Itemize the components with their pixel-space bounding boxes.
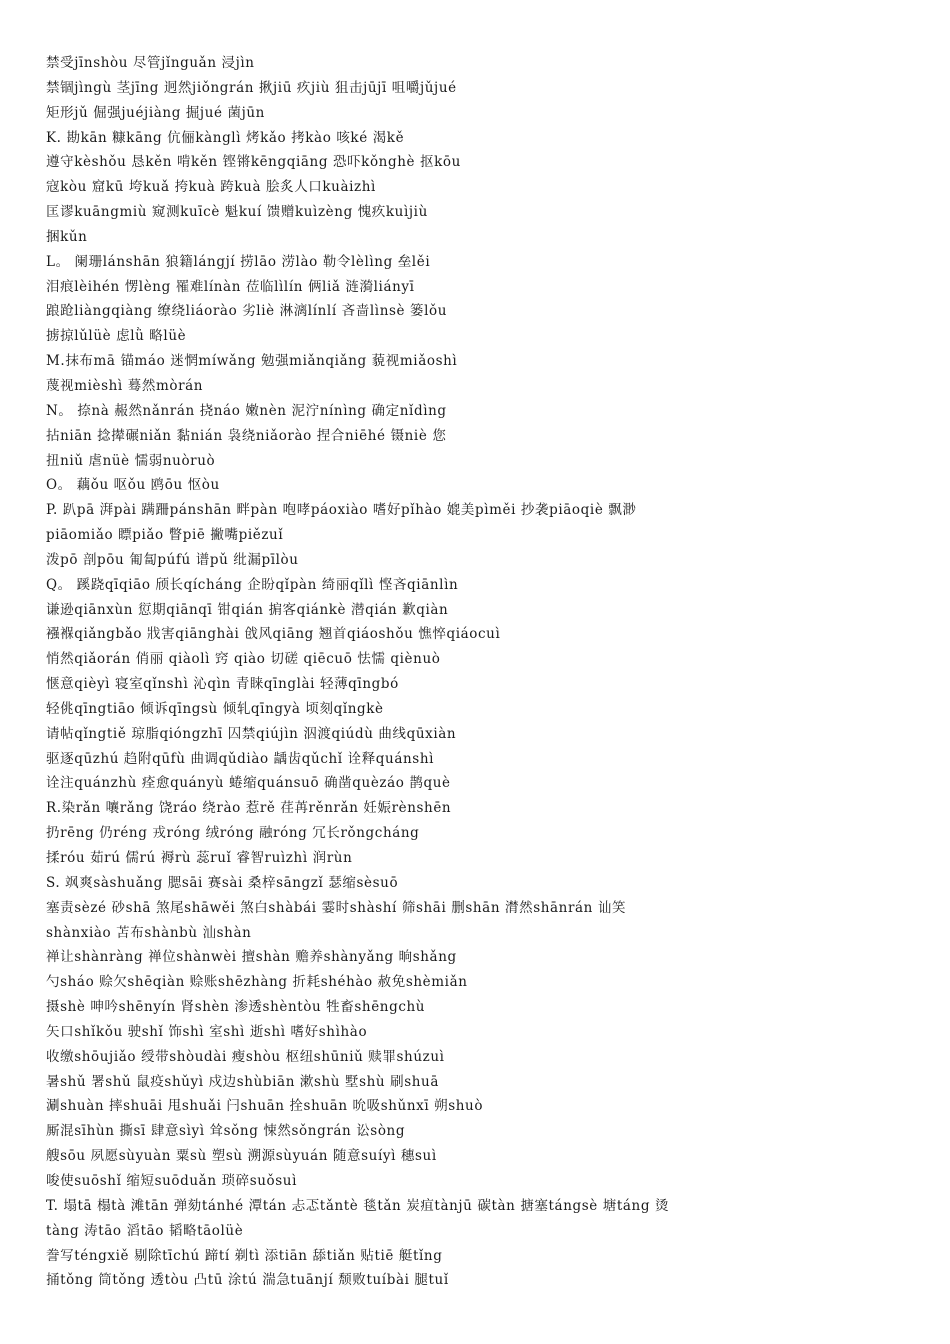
text-line: 惬意qièyì 寝室qǐnshì 沁qìn 青睐qīnglài 轻薄qīngbó (46, 676, 399, 693)
text-line: 拈niān 捻撵碾niǎn 黏nián 袅绕niǎorào 捏合niēhé 镊niè 您 (46, 427, 447, 444)
text-line: 谦逊qiānxùn 愆期qiānqī 钳qián 掮客qiánkè 潜qián 歉qiàn (46, 601, 449, 618)
text-line: O。 藕ǒu 呕ǒu 鸥ōu 怄òu (46, 477, 220, 494)
text-line: 驱逐qūzhú 趋附qūfù 曲调qǔdiào 龋齿qǔchǐ 诠释quánshì (46, 750, 435, 767)
text-line: 揉róu 茹rú 儒rú 褥rù 蕊ruǐ 睿智ruìzhì 润rùn (46, 850, 353, 866)
text-line: P. 趴pā 湃pài 蹒跚pánshān 畔pàn 咆哮páoxiào 嗜好pǐhào 媲美pìměi 抄袭piāoqiè 飘渺 (46, 502, 637, 519)
text-line: 寇kòu 窟kū 垮kuǎ 挎kuà 跨kuà 脍炙人口kuàizhì (46, 179, 376, 196)
text-line: 扭niǔ 虐nüè 懦弱nuòruò (46, 452, 216, 469)
text-line: R.染rǎn 嚷rǎng 饶ráo 绕rào 惹rě 荏苒rěnrǎn 妊娠rènshēn (46, 800, 452, 817)
text-line: 悄然qiǎorán 俏丽 qiàolì 窍 qiào 切磋 qiēcuō 怯懦 qiènuò (46, 651, 441, 668)
text-line: 涮shuàn 摔shuāi 甩shuǎi 闩shuān 拴shuān 吮吸shǔnxī 朔shuò (46, 1098, 484, 1115)
text-line: 请帖qǐngtiě 琼脂qióngzhī 囚禁qiújìn 泅渡qiúdù 曲线qūxiàn (46, 725, 457, 742)
text-line: 矢口shǐkǒu 驶shǐ 饰shì 室shì 逝shì 嗜好shìhào (46, 1023, 368, 1040)
text-line: 誊写téngxiě 剔除tīchú 蹄tí 剃tì 添tiān 舔tiǎn 贴tiē 艇tǐng (46, 1247, 443, 1264)
text-line: K. 勘kān 糠kāng 伉俪kànglì 烤kǎo 拷kào 咳ké 渴kě (46, 129, 405, 146)
text-line: Q。 蹊跷qīqiāo 颀长qícháng 企盼qǐpàn 绮丽qǐlì 悭吝qiānlìn (46, 576, 459, 593)
text-line: 捆kǔn (46, 228, 88, 245)
text-line: 遵守kèshǒu 恳kěn 啃kěn 铿锵kēngqiāng 恐吓kǒnghè 抠kōu (46, 154, 461, 171)
text-line: T. 塌tā 榻tà 滩tān 弹劾tánhé 潭tán 忐忑tǎntè 毯tǎn 炭疽tànjū 碳tàn 搪塞tángsè 塘táng 烫 (46, 1197, 670, 1214)
text-line: M.抹布mā 锚máo 迷惘míwǎng 勉强miǎnqiǎng 藐视miǎoshì (46, 353, 458, 370)
text-line: 艘sōu 夙愿sùyuàn 粟sù 塑sù 溯源sùyuán 随意suíyì 穗suì (46, 1148, 437, 1165)
text-line: shànxiào 苫布shànbù 汕shàn (46, 924, 252, 941)
text-line: 禁锢jìngù 茎jīng 迥然jiǒngrán 揪jiū 疚jiù 狙击jūjī 咀嚼jǔjué (46, 79, 457, 96)
text-line: L。 阑珊lánshān 狼籍lángjí 捞lāo 涝lào 勒令lèlìng 垒lěi (46, 253, 431, 270)
text-line: N。 捺nà 赧然nǎnrán 挠náo 嫩nèn 泥泞nínìng 确定nǐdìng (46, 402, 447, 419)
text-line: 禅让shànràng 禅位shànwèi 擅shàn 赡养shànyǎng 晌shǎng (46, 949, 457, 966)
text-line: 捅tǒng 筒tǒng 透tòu 凸tū 涂tú 湍急tuānjí 颓败tuíbài 腿tuǐ (46, 1272, 449, 1289)
text-line: 摄shè 呻吟shēnyín 肾shèn 渗透shèntòu 牲畜shēngchù (46, 999, 426, 1016)
text-line: 厮混sīhùn 撕sī 肆意sìyì 耸sǒng 悚然sǒngrán 讼sòng (46, 1123, 406, 1140)
text-line: 矩形jǔ 倔强juéjiàng 掘jué 菌jūn (46, 104, 265, 121)
text-line: 唆使suōshǐ 缩短suōduǎn 琐碎suǒsuì (46, 1172, 297, 1189)
text-line: 匡谬kuāngmiù 窥测kuīcè 魁kuí 馈赠kuìzèng 愧疚kuìjiù (46, 204, 428, 221)
text-line: S. 飒爽sàshuǎng 腮sāi 赛sài 桑梓sāngzǐ 瑟缩sèsuō (46, 874, 399, 891)
text-line: 暑shǔ 署shǔ 鼠疫shǔyì 戍边shùbiān 漱shù 墅shù 刷shuā (46, 1073, 439, 1090)
text-line: 勺sháo 赊欠shēqiàn 赊账shēzhàng 折耗shéhào 赦免shèmiǎn (46, 974, 468, 991)
text-line: 塞责sèzé 砂shā 煞尾shāwěi 煞白shàbái 霎时shàshí 筛shāi 删shān 潸然shānrán 讪笑 (46, 899, 627, 916)
text-line: piāomiǎo 瞟piǎo 瞥piē 撇嘴piězuǐ (46, 527, 284, 544)
text-line: 轻佻qīngtiāo 倾诉qīngsù 倾轧qīngyà 顷刻qǐngkè (46, 700, 384, 717)
text-line: 踉跄liàngqiàng 缭绕liáorào 劣liè 淋漓línlí 吝啬lìnsè 篓lǒu (46, 303, 448, 320)
text-line: 泪痕lèihén 愣lèng 罹难línàn 莅临lìlín 俩liǎ 涟漪liányī (46, 278, 415, 295)
text-line: 收缴shōujiǎo 绶带shòudài 瘦shòu 枢纽shūniǔ 赎罪shúzuì (46, 1048, 445, 1065)
text-line: 诠注quánzhù 痊愈quányù 蜷缩quánsuō 确凿quèzáo 鹊què (46, 775, 451, 792)
text-line: 掳掠lǔlüè 虑lǜ 略lüè (46, 328, 187, 345)
text-line: 蔑视mièshì 蓦然mòrán (46, 377, 204, 394)
text-line: 襁褓qiǎngbǎo 戕害qiānghài 戗风qiāng 翘首qiáoshǒu 憔悴qiáocuì (46, 626, 501, 643)
text-line: tàng 涛tāo 滔tāo 韬略tāolüè (46, 1222, 244, 1239)
text-line: 禁受jīnshòu 尽管jǐnguǎn 浸jìn (46, 55, 255, 71)
text-line: 扔rēng 仍réng 戎róng 绒róng 融róng 冗长rǒngcháng (46, 825, 420, 842)
text-line: 泼pō 剖pōu 匍匐púfú 谱pǔ 纰漏pīlòu (46, 551, 299, 568)
